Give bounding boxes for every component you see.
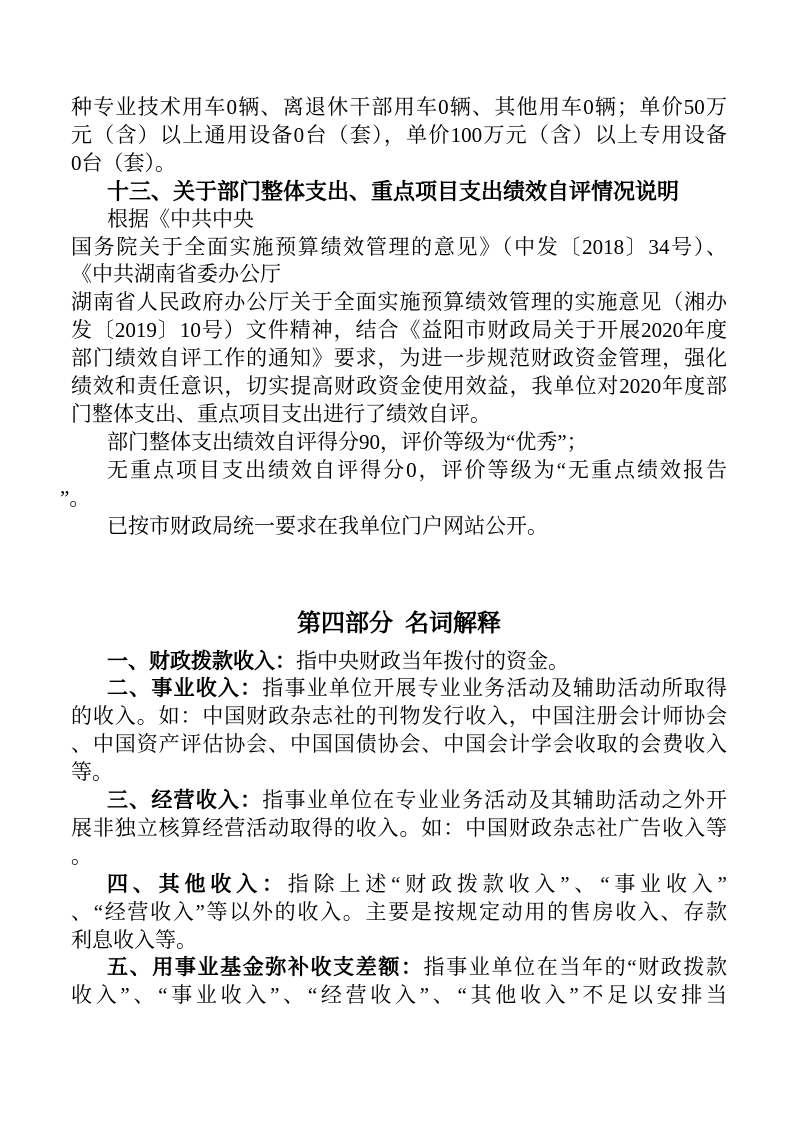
text-line: 门整体支出、重点项目支出进行了绩效自评。 [71,401,491,426]
text-line: 十三、关于部门整体支出、重点项目支出绩效自评情况说明 [107,178,680,204]
text-line: 第四部分 名词解释 [297,610,501,637]
text-line: 元（含）以上通用设备0台（套），单价100万元（含）以上专用设备 [71,122,727,147]
text-line: 部门绩效自评工作的通知》要求，为进一步规范财政资金管理，强化 [71,346,727,371]
bold-term: 四、其他收入： [107,871,288,896]
para-def-operating-income [71,787,727,871]
bold-term: 五、用事业基金弥补收支差额： [107,955,424,980]
bold-term: 三、经营收入： [107,788,263,813]
text-line: 《中共湖南省委办公厅 [71,262,281,287]
text-line: 四、其他收入：指除上述“财政拨款收入”、“事业收入” [107,871,727,896]
text-line: 、中国资产评估协会、中国国债协会、中国会计学会收取的会费收入 [71,732,727,757]
para-overall-score [71,429,727,457]
para-def-fund-balance [71,954,727,1010]
text-line: 。 [71,843,92,868]
text-line: 根据《中共中央 [107,206,254,231]
text-line: 0台（套）。 [71,150,176,175]
para-vehicles-equipment [71,94,727,178]
text-line: 湖南省人民政府办公厅关于全面实施预算绩效管理的实施意见（湘办 [71,290,727,315]
heading-section-13 [71,178,727,206]
text-line: 已按市财政局统一要求在我单位门户网站公开。 [107,513,548,538]
text-line: 发〔2019〕10号）文件精神，结合《益阳市财政局关于开展2020年度 [71,318,727,343]
para-def-institutional-income [71,675,727,787]
text-line: 收入”、“事业收入”、“经营收入”、“其他收入”不足以安排当 [71,983,727,1008]
text-line: 利息收入等。 [71,927,197,952]
text-line: 无重点项目支出绩效自评得分0，评价等级为“无重点绩效报告 [107,457,727,482]
para-def-other-income [71,871,727,955]
text-line: 展非独立核算经营活动取得的收入。如：中国财政杂志社广告收入等 [71,815,727,840]
text-line: 的收入。如：中国财政杂志社的刊物发行收入，中国注册会计师协会 [71,704,727,729]
para-def-fiscal-appropriation-income [71,648,727,676]
para-disclosure [71,513,727,541]
text-line: 等。 [71,760,113,785]
bold-term: 一、财政拨款收入： [107,648,296,673]
text-line: 部门整体支出绩效自评得分90，评价等级为“优秀”； [107,429,588,454]
text-line: 种专业技术用车0辆、离退休干部用车0辆、其他用车0辆；单价50万 [71,95,727,119]
text-line: 二、事业收入：指事业单位开展专业业务活动及辅助活动所取得 [107,676,727,701]
para-policy-basis [71,206,727,429]
title-part-four [71,606,727,642]
bold-term: 二、事业收入： [107,676,263,701]
text-line: 绩效和责任意识，切实提高财政资金使用效益，我单位对2020年度部 [71,374,727,399]
text-line: 五、用事业基金弥补收支差额：指事业单位在当年的“财政拨款 [107,955,728,980]
document-content [60,94,728,1010]
text-line: 一、财政拨款收入：指中央财政当年拨付的资金。 [107,648,569,673]
text-line: ”。 [60,485,91,510]
text-line: 三、经营收入：指事业单位在专业业务活动及其辅助活动之外开 [107,788,727,813]
text-line: 、“经营收入”等以外的收入。主要是按规定动用的售房收入、存款 [71,899,727,924]
text-line: 国务院关于全面实施预算绩效管理的意见》（中发〔2018〕34号）、 [71,234,727,259]
para-project-score [60,457,727,513]
